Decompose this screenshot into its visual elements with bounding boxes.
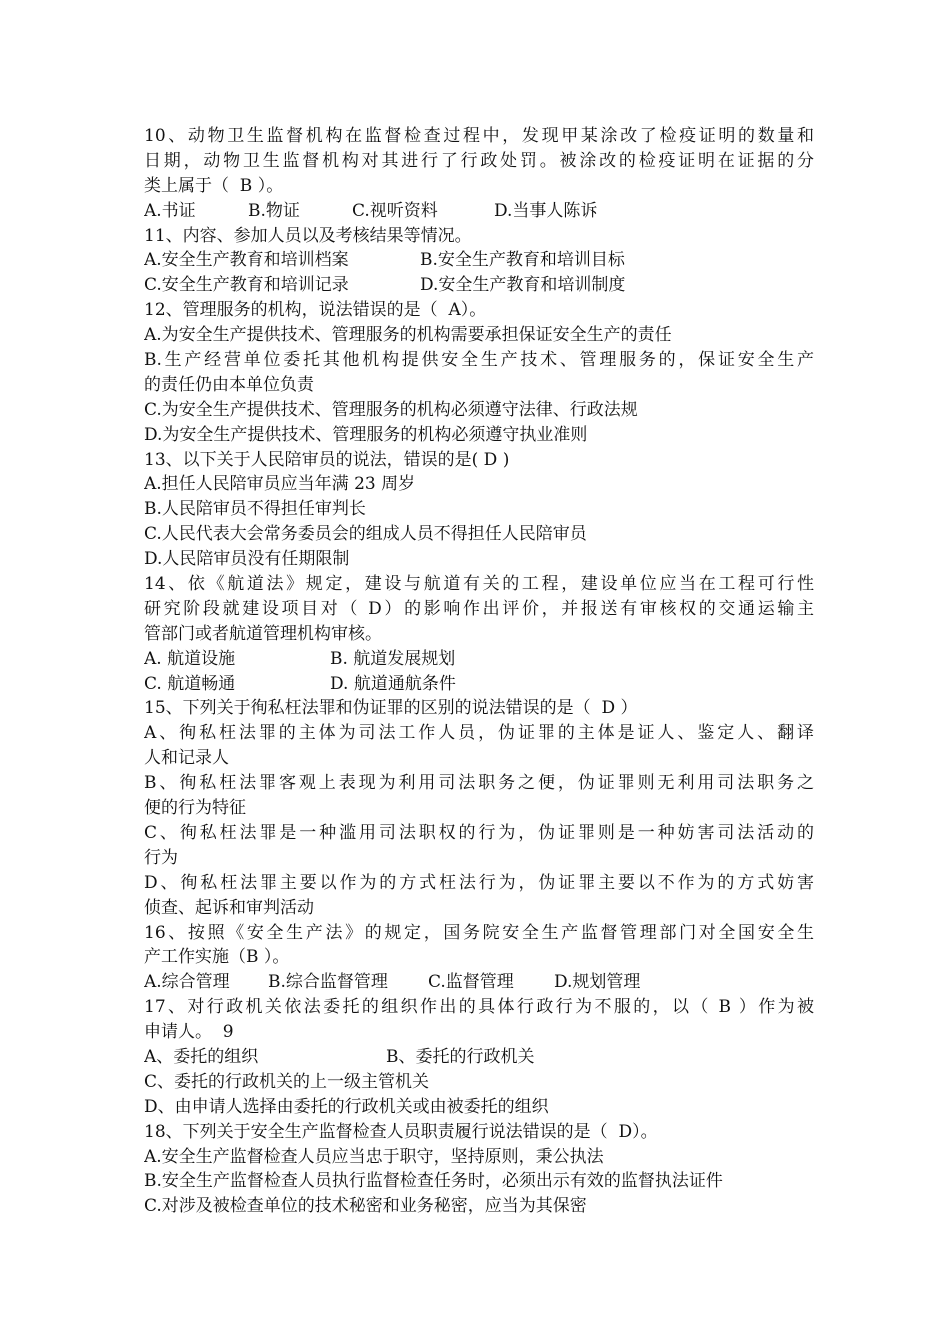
- text-line: D.人民陪审员没有任期限制: [144, 549, 350, 570]
- option-text: A、委托的组织: [144, 1046, 259, 1067]
- question-text: 15、下列关于徇私枉法罪和伪证罪的区别的说法错误的是（ D ）: [144, 698, 638, 719]
- option-text: A.综合管理: [144, 972, 230, 993]
- option-text: B.物证: [248, 200, 300, 221]
- text-line: A.为安全生产提供技术、管理服务的机构需要承担保证安全生产的责任: [144, 325, 672, 346]
- text-line: C.人民代表大会常务委员会的组成人员不得担任人民陪审员: [144, 524, 587, 545]
- options-row: [144, 273, 814, 298]
- option-text: B.安全生产教育和培训目标: [420, 250, 625, 271]
- question-text: 18、下列关于安全生产监督检查人员职责履行说法错误的是（ D）。: [144, 1121, 658, 1142]
- text-line: D、徇私枉法罪主要以作为的方式枉法行为，伪证罪主要以不作为的方式妨害: [144, 872, 814, 893]
- question-text: 10、动物卫生监督机构在监督检查过程中，发现甲某涂改了检疫证明的数量和: [144, 126, 814, 146]
- option-text: D.当事人陈诉: [494, 200, 598, 221]
- text-line: 类上属于（ B ）。: [144, 175, 284, 196]
- option-text: A.书证: [144, 200, 196, 221]
- options-row: [144, 672, 814, 697]
- question-text: 16、按照《安全生产法》的规定，国务院安全生产监督管理部门对全国安全生: [144, 922, 814, 943]
- text-line: A.担任人民陪审员应当年满 23 周岁: [144, 474, 416, 495]
- text-line: 侦查、起诉和审判活动: [144, 897, 314, 918]
- text-line: B.生产经营单位委托其他机构提供安全生产技术、管理服务的，保证安全生产: [144, 350, 814, 371]
- option-text: D.规划管理: [554, 972, 641, 993]
- question-text: 17、对行政机关依法委托的组织作出的具体行政行为不服的，以（ B ）作为被: [144, 997, 814, 1018]
- option-text: C. 航道畅通: [144, 673, 236, 694]
- question-text: 12、管理服务的机构，说法错误的是（ A）。: [144, 300, 487, 321]
- text-line: B.安全生产监督检查人员执行监督检查任务时，必须出示有效的监督执法证件: [144, 1171, 723, 1192]
- text-line: 行为: [144, 847, 178, 868]
- question-text: 11、内容、参加人员以及考核结果等情况。: [144, 225, 472, 246]
- text-line: A、徇私枉法罪的主体为司法工作人员，伪证罪的主体是证人、鉴定人、翻译: [144, 723, 814, 744]
- options-row: [144, 970, 814, 995]
- option-text: D.安全生产教育和培训制度: [420, 275, 626, 296]
- text-line: 产工作实施（B ）。: [144, 947, 290, 968]
- document-body: [144, 124, 814, 1219]
- options-row: [144, 248, 814, 273]
- text-line: B、徇私枉法罪客观上表现为利用司法职务之便，伪证罪则无利用司法职务之: [144, 773, 814, 794]
- text-line: 便的行为特征: [144, 798, 246, 819]
- options-row: [144, 199, 814, 224]
- question-text: 14、依《航道法》规定，建设与航道有关的工程，建设单位应当在工程可行性: [144, 574, 814, 595]
- text-line: C、委托的行政机关的上一级主管机关: [144, 1071, 430, 1092]
- text-line: B.人民陪审员不得担任审判长: [144, 499, 366, 520]
- option-text: B、委托的行政机关: [386, 1046, 535, 1067]
- option-text: D. 航道通航条件: [330, 673, 456, 694]
- option-text: C.监督管理: [428, 972, 514, 993]
- options-row: [144, 647, 814, 672]
- option-text: B. 航道发展规划: [330, 648, 456, 669]
- text-line: 管部门或者航道管理机构审核。: [144, 623, 382, 644]
- option-text: A.安全生产教育和培训档案: [144, 250, 349, 271]
- text-line: C、徇私枉法罪是一种滥用司法职权的行为，伪证罪则是一种妨害司法活动的: [144, 822, 814, 843]
- option-text: B.综合监督管理: [268, 972, 388, 993]
- text-line: 研究阶段就建设项目对（ D）的影响作出评价，并报送有审核权的交通运输主: [144, 598, 814, 619]
- question-text: 13、以下关于人民陪审员的说法，错误的是( D ): [144, 449, 510, 470]
- text-line: C.为安全生产提供技术、管理服务的机构必须遵守法律、行政法规: [144, 399, 638, 420]
- text-line: 日期，动物卫生监督机构对其进行了行政处罚。被涂改的检疫证明在证据的分: [144, 150, 814, 171]
- text-line: 的责任仍由本单位负责: [144, 374, 314, 395]
- options-row: [144, 1045, 814, 1070]
- text-line: 人和记录人: [144, 748, 229, 769]
- option-text: C.视听资料: [352, 200, 438, 221]
- option-text: A. 航道设施: [144, 648, 236, 669]
- text-line: D.为安全生产提供技术、管理服务的机构必须遵守执业准则: [144, 424, 588, 445]
- text-line: C.对涉及被检查单位的技术秘密和业务秘密，应当为其保密: [144, 1196, 587, 1217]
- text-line: 申请人。 9: [144, 1022, 234, 1043]
- text-line: A.安全生产监督检查人员应当忠于职守，坚持原则，秉公执法: [144, 1146, 604, 1167]
- option-text: C.安全生产教育和培训记录: [144, 275, 349, 296]
- text-line: D、由申请人选择由委托的行政机关或由被委托的组织: [144, 1096, 549, 1117]
